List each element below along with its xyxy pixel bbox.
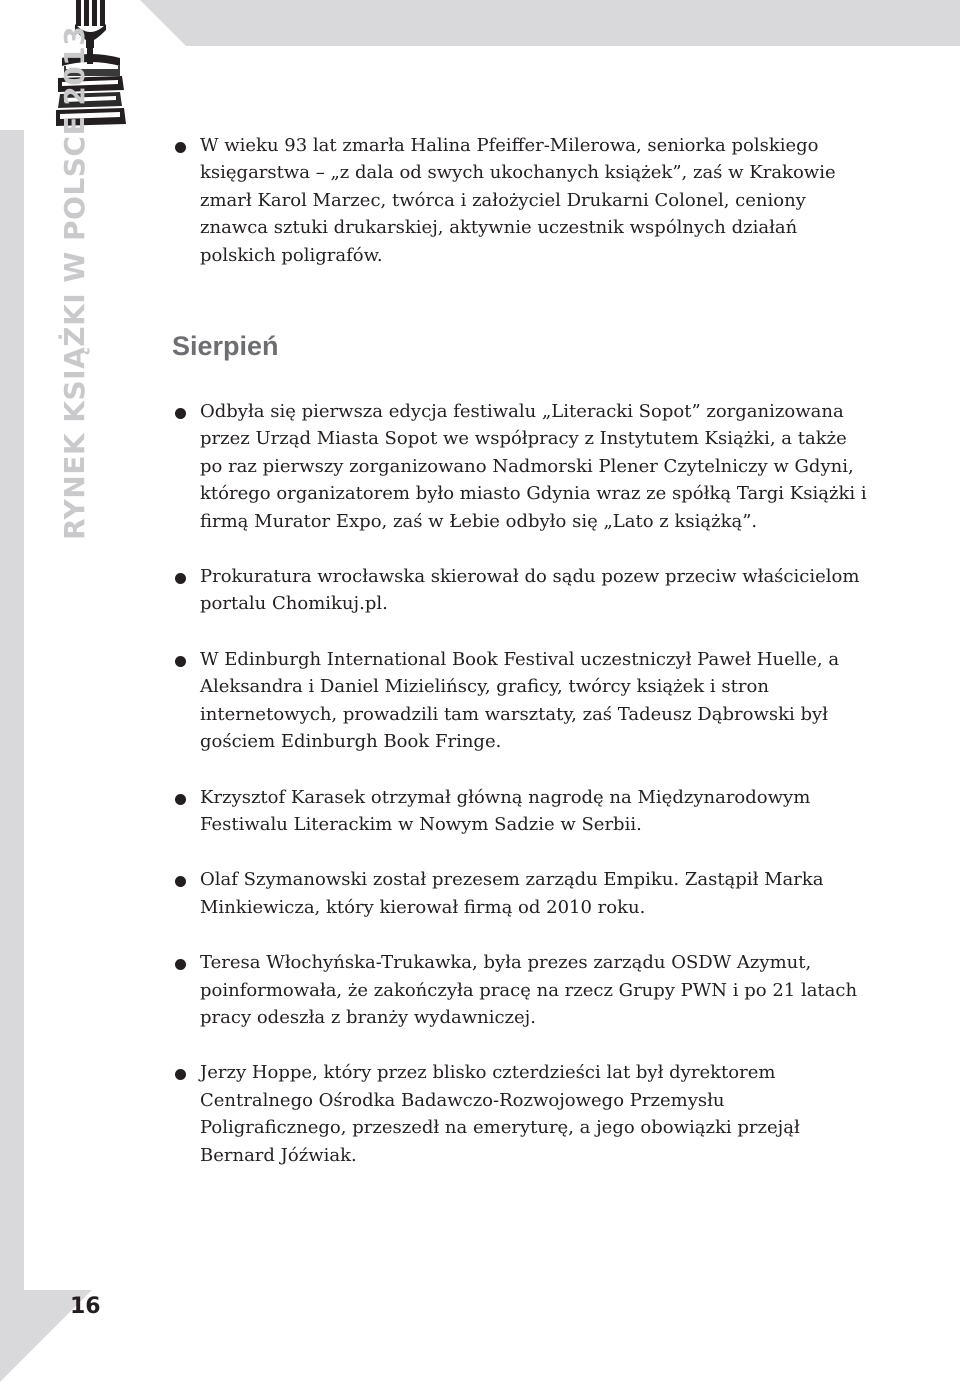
list-item xyxy=(172,784,872,839)
list-item xyxy=(172,563,872,618)
list-item xyxy=(172,949,872,1031)
list-item-text: W wieku 93 lat zmarła Halina Pfeiffer-Milerowa, seniorka polskiego księgarstwa – „z dala od swych ukochanych książek”, zaś w Krakowie zmarł Karol Marzec, twórca i założyciel Drukarni Colonel, ceniony znawca sztuki drukarskiej, aktywnie uczestnik wspólnych działań polskich poligrafów. xyxy=(200,135,836,266)
list-item-text: Odbyła się pierwsza edycja festiwalu „Literacki Sopot” zorganizowana przez Urząd Miasta Sopot we współpracy z Instytutem Książki, a także po raz pierwszy zorganizowano Nadmorski Plener Czytelniczy w Gdyni, którego organizatorem było miasto Gdynia wraz ze spółką Targi Książki i firmą Murator Expo, zaś w Łebie odbyło się „Lato z książką”. xyxy=(200,401,867,532)
list-item-text: Prokuratura wrocławska skierował do sądu pozew przeciw właścicielom portalu Chomikuj.pl. xyxy=(200,566,860,615)
list-item xyxy=(172,866,872,921)
list-item-text: Teresa Włochyńska-Trukawka, była prezes zarządu OSDW Azymut, poinformowała, że zakończyła pracę na rzecz Grupy PWN i po 21 latach pracy odeszła z branży wydawniczej. xyxy=(200,952,858,1028)
list-item xyxy=(172,1059,872,1169)
list-item-text: Jerzy Hoppe, który przez blisko czterdzieści lat był dyrektorem Centralnego Ośrodka Badawczo-Rozwojowego Przemysłu Poligraficznego, przeszedł na emeryturę, a jego obowiązki przejął Bernard Jóźwiak. xyxy=(200,1062,800,1166)
bullet-icon xyxy=(175,876,186,887)
bullet-icon xyxy=(175,142,186,153)
frame-top-notch xyxy=(140,0,186,46)
bullet-icon xyxy=(175,573,186,584)
bullet-icon xyxy=(175,794,186,805)
list-item-text: Olaf Szymanowski został prezesem zarządu Empiku. Zastąpił Marka Minkiewicza, który kierował firmą od 2010 roku. xyxy=(200,869,824,918)
list-item-text: Krzysztof Karasek otrzymał główną nagrodę na Międzynarodowym Festiwalu Literackim w Nowym Sadzie w Serbii. xyxy=(200,786,811,835)
bullet-icon xyxy=(175,959,186,970)
bullet-icon xyxy=(175,656,186,667)
bullet-icon xyxy=(175,1069,186,1080)
section-heading-sierpien: Sierpień xyxy=(172,331,279,362)
frame-left-bar xyxy=(0,130,24,1290)
page-content xyxy=(172,128,872,1169)
bullet-icon xyxy=(175,408,186,419)
frame-top-bar xyxy=(186,0,960,46)
list-item-text: W Edinburgh International Book Festival uczestniczył Paweł Huelle, a Aleksandra i Daniel Mizielińscy, graficy, twórcy książek i stron internetowych, prowadzili tam warsztaty, zaś Tadeusz Dąbrowski był gościem Edinburgh Book Fringe. xyxy=(200,648,840,753)
list-item xyxy=(172,398,872,535)
list-item xyxy=(172,132,872,269)
vertical-running-title: RYNEK KSIĄŻKI W POLSCE 2013 xyxy=(58,25,91,540)
list-item xyxy=(172,646,872,756)
page-number: 16 xyxy=(70,1294,101,1319)
